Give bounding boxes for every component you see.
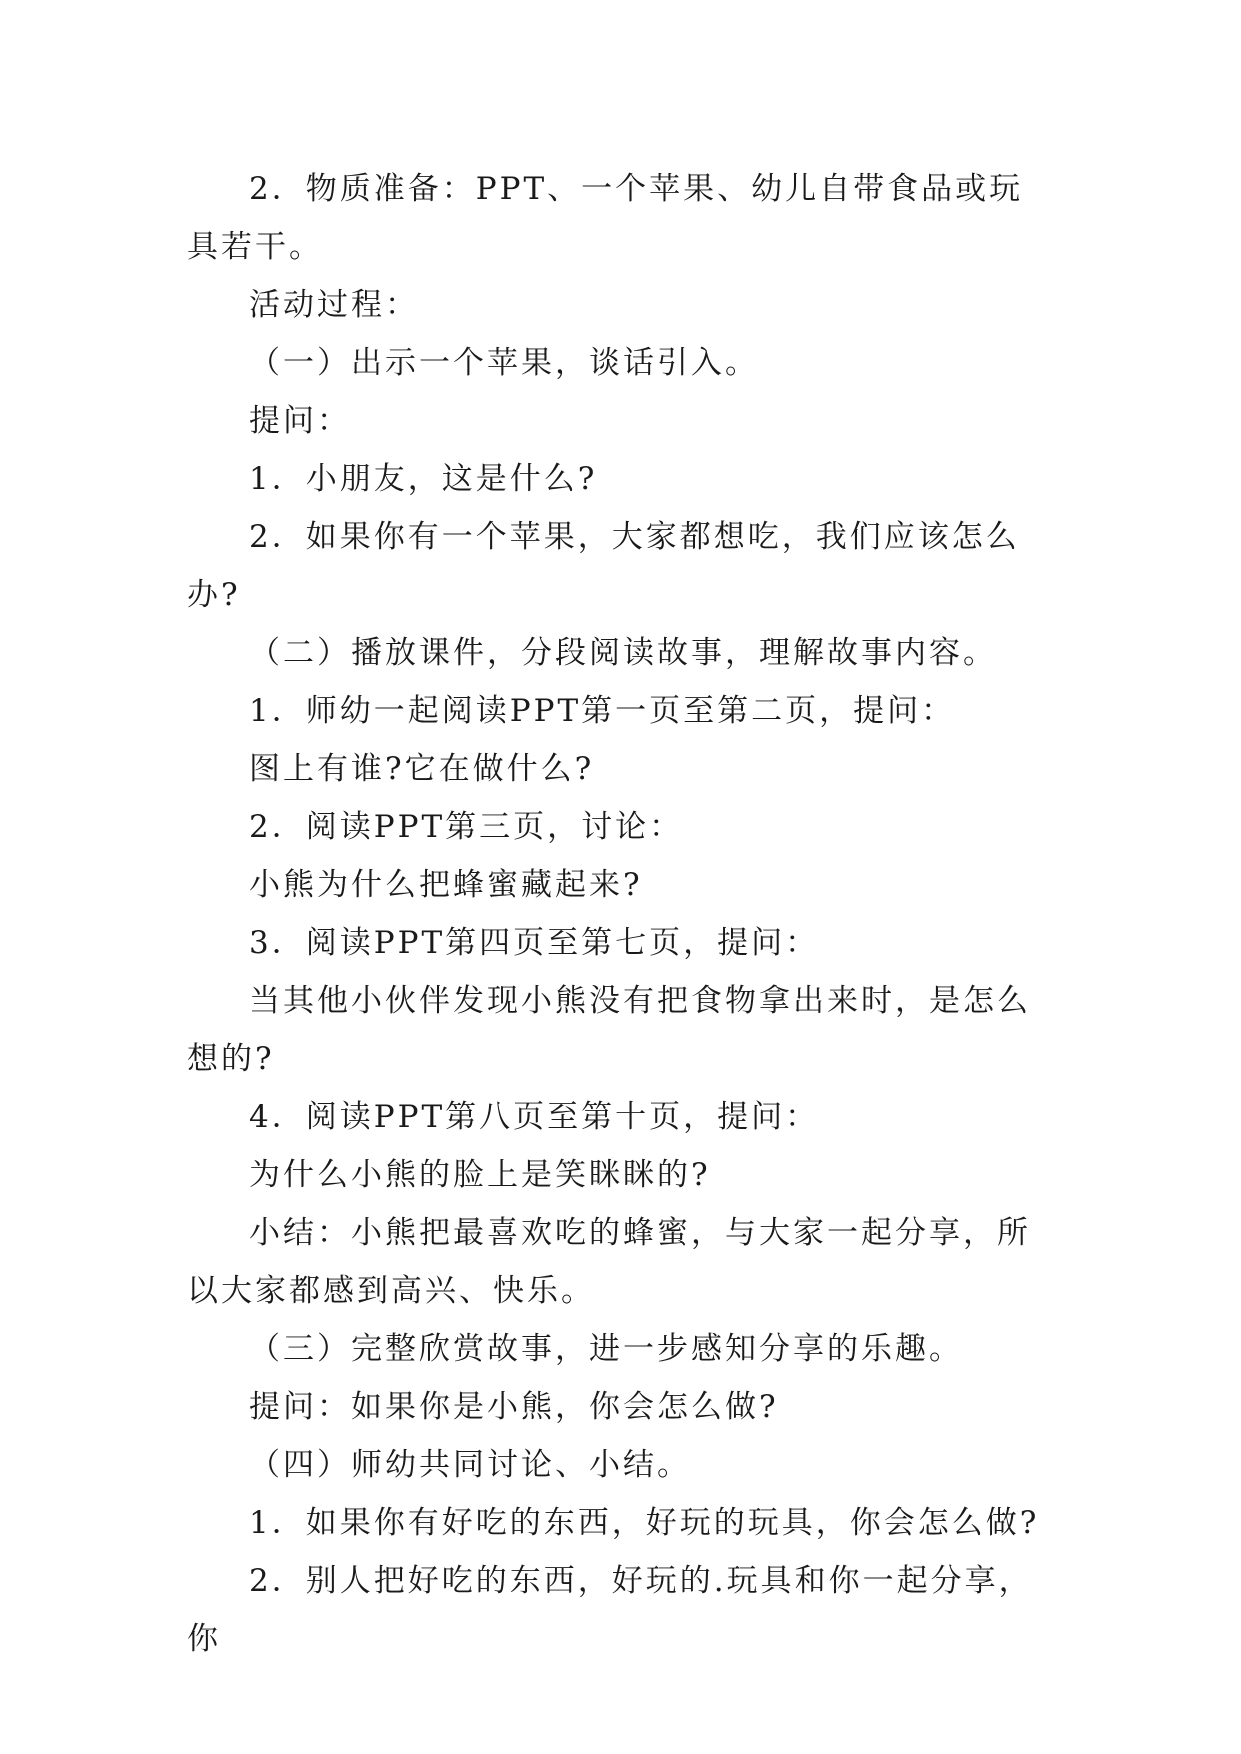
paragraph-step-2-question: 小熊为什么把蜂蜜藏起来? xyxy=(249,867,643,903)
paragraph-question-1: 1．小朋友，这是什么? xyxy=(249,461,598,497)
paragraph-step-4: 4．阅读PPT第八页至第十页，提问： xyxy=(249,1099,820,1135)
paragraph-discussion-2: 2．别人把好吃的东西，好玩的.玩具和你一起分享，你 xyxy=(187,1563,1033,1657)
paragraph-step-3: 3．阅读PPT第四页至第七页，提问： xyxy=(249,925,820,961)
paragraph-material-prep: 2．物质准备：PPT、一个苹果、幼儿自带食品或玩具若干。 xyxy=(187,171,1024,265)
paragraph-section-3: （三）完整欣赏故事，进一步感知分享的乐趣。 xyxy=(249,1331,963,1367)
paragraph-discussion-1: 1．如果你有好吃的东西，好玩的玩具，你会怎么做? xyxy=(249,1505,1040,1541)
paragraph-section-1: （一）出示一个苹果，谈话引入。 xyxy=(249,345,759,381)
paragraph-summary: 小结：小熊把最喜欢吃的蜂蜜，与大家一起分享，所以大家都感到高兴、快乐。 xyxy=(187,1215,1031,1309)
paragraph-step-1: 1．师幼一起阅读PPT第一页至第二页，提问： xyxy=(249,693,956,729)
paragraph-section-2: （二）播放课件，分段阅读故事，理解故事内容。 xyxy=(249,635,997,671)
paragraph-section-3-question: 提问：如果你是小熊，你会怎么做? xyxy=(249,1389,779,1425)
paragraph-section-4: （四）师幼共同讨论、小结。 xyxy=(249,1447,691,1483)
document-body xyxy=(187,160,1057,1668)
paragraph-step-2: 2．阅读PPT第三页，讨论： xyxy=(249,809,684,845)
paragraph-step-3-question: 当其他小伙伴发现小熊没有把食物拿出来时，是怎么想的? xyxy=(187,983,1031,1077)
paragraph-step-1-question: 图上有谁?它在做什么? xyxy=(249,751,595,787)
paragraph-question-2: 2．如果你有一个苹果，大家都想吃，我们应该怎么办? xyxy=(187,519,1020,613)
paragraph-step-4-question: 为什么小熊的脸上是笑眯眯的? xyxy=(249,1157,711,1193)
paragraph-activity-process: 活动过程： xyxy=(249,287,419,323)
paragraph-question-label: 提问： xyxy=(249,403,351,439)
